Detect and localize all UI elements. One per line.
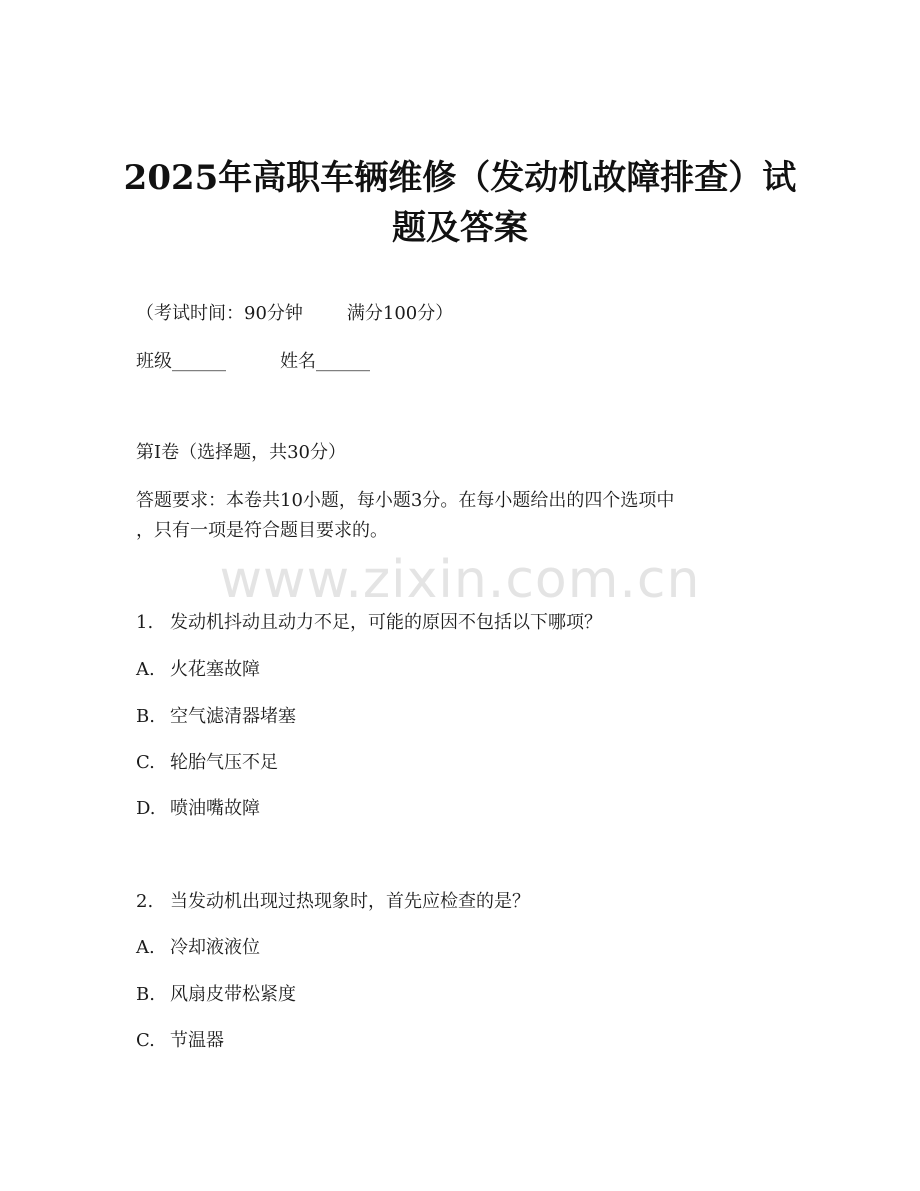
question-text: 发动机抖动且动力不足，可能的原因不包括以下哪项？ (170, 612, 602, 633)
option-letter: D. (136, 798, 156, 819)
question-2-option-c (136, 1029, 224, 1053)
option-letter: B. (136, 984, 155, 1005)
option-text: 节温器 (170, 1030, 224, 1051)
question-1-option-b (136, 705, 296, 729)
student-info (136, 350, 370, 374)
option-letter: A. (136, 937, 155, 958)
option-letter: B. (136, 706, 155, 727)
option-text: 轮胎气压不足 (170, 752, 278, 773)
exam-info (136, 302, 453, 326)
question-2-option-b (136, 983, 296, 1007)
question-1-option-c (136, 751, 278, 775)
question-number: 1. (136, 612, 154, 633)
document-title-line-2: 题及答案 (392, 208, 528, 248)
question-2 (136, 890, 530, 914)
instructions-line-2: ，只有一项是符合题目要求的。 (136, 520, 388, 541)
section-title: 第I卷（选择题，共30分） (136, 442, 347, 463)
option-letter: C. (136, 1030, 155, 1051)
question-text: 当发动机出现过热现象时，首先应检查的是？ (170, 891, 530, 912)
question-1 (136, 611, 602, 635)
question-1-option-a (136, 658, 260, 682)
question-number: 2. (136, 891, 154, 912)
question-2-option-a (136, 936, 260, 960)
question-1-option-d (136, 797, 260, 821)
option-text: 喷油嘴故障 (170, 798, 260, 819)
class-field: 班级______ (136, 351, 226, 372)
document-title-line-1: 2025年高职车辆维修（发动机故障排查）试 (123, 158, 797, 198)
option-text: 火花塞故障 (170, 659, 260, 680)
option-text: 风扇皮带松紧度 (170, 984, 296, 1005)
exam-time: （考试时间：90分钟 (136, 303, 303, 324)
watermark-text: www.zixin.com.cn (219, 550, 701, 610)
option-text: 冷却液液位 (170, 937, 260, 958)
name-field: 姓名______ (280, 351, 370, 372)
exam-score: 满分100分） (346, 303, 454, 324)
option-text: 空气滤清器堵塞 (170, 706, 296, 727)
instructions-line-1: 答题要求：本卷共10小题，每小题3分。在每小题给出的四个选项中 (136, 490, 675, 511)
option-letter: C. (136, 752, 155, 773)
option-letter: A. (136, 659, 155, 680)
